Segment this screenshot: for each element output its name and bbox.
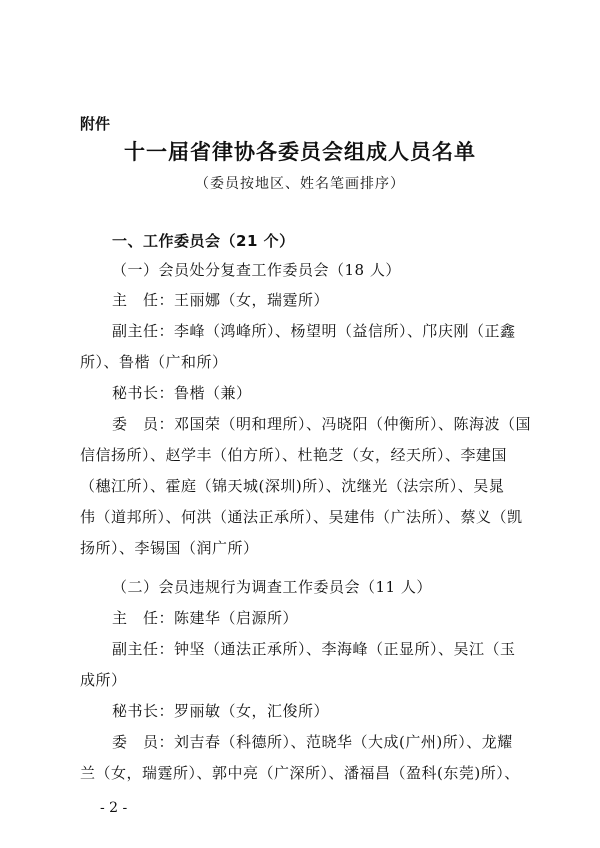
committee-director: 主 任：陈建华（启源所） bbox=[112, 609, 299, 627]
committee-deputy-line: 副主任：李峰（鸿峰所）、杨望明（益信所）、邝庆刚（正鑫 bbox=[112, 322, 516, 340]
committee-members-line: 伟（道邦所）、何洪（通法正承所）、吴建伟（广法所）、蔡义（凯 bbox=[80, 508, 523, 526]
committee-heading: （二）会员违规行为调查工作委员会（11 人） bbox=[112, 578, 432, 596]
page-number: - 2 - bbox=[100, 800, 128, 816]
committee-members-line: 委 员：邓国荣（明和理所）、冯晓阳（仲衡所）、陈海波（国 bbox=[112, 415, 532, 433]
committee-heading: （一）会员处分复查工作委员会（18 人） bbox=[112, 261, 401, 279]
committee-members-line: 扬所）、李锡国（润广所） bbox=[80, 539, 259, 557]
committee-director: 主 任：王丽娜（女，瑞霆所） bbox=[112, 291, 330, 309]
committee-deputy-line: 所）、鲁楷（广和所） bbox=[80, 353, 228, 371]
committee-members-line: （穗江所）、霍庭（锦天城(深圳)所）、沈继光（法宗所）、吴晁 bbox=[80, 477, 505, 495]
attachment-label: 附件 bbox=[80, 115, 111, 133]
committee-secretary: 秘书长：罗丽敏（女，汇俊所） bbox=[112, 702, 330, 720]
committee-members-line: 信信扬所）、赵学丰（伯方所）、杜艳芝（女，经天所）、李建国 bbox=[80, 446, 508, 464]
section-heading: 一、工作委员会（21 个） bbox=[112, 232, 295, 250]
committee-members-line: 兰（女，瑞霆所）、郭中亮（广深所）、潘福昌（盈科(东莞)所）、 bbox=[80, 764, 520, 782]
committee-secretary: 秘书长：鲁楷（兼） bbox=[112, 384, 252, 402]
document-title: 十一届省律协各委员会组成人员名单 bbox=[124, 139, 476, 164]
committee-deputy-line: 副主任：钟坚（通法正承所）、李海峰（正显所）、吴江（玉 bbox=[112, 640, 516, 658]
committee-deputy-line: 成所） bbox=[80, 671, 127, 689]
committee-members-line: 委 员：刘吉春（科德所）、范晓华（大成(广州)所）、龙耀 bbox=[112, 733, 513, 751]
document-subtitle: （委员按地区、姓名笔画排序） bbox=[195, 176, 405, 192]
